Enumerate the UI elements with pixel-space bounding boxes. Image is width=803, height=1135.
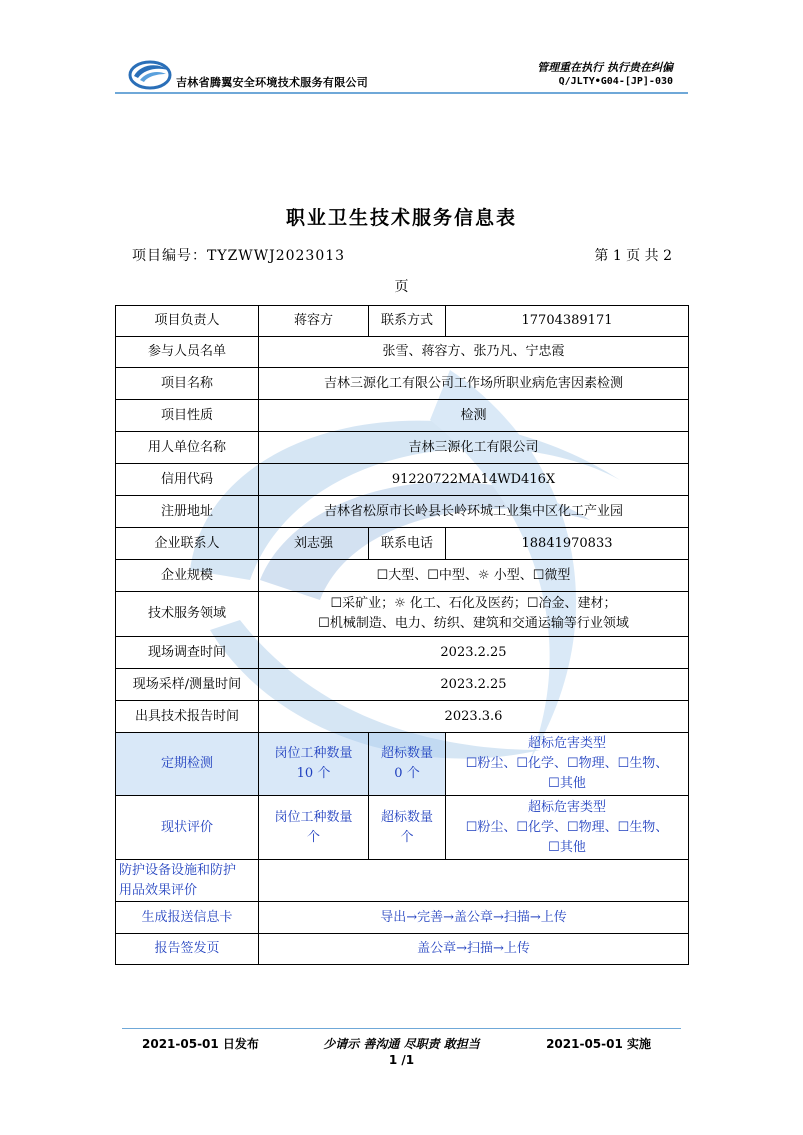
address-label: 注册地址 — [116, 496, 259, 528]
table-row — [116, 560, 689, 592]
protection-eval-label-line2: 用品效果评价 — [119, 882, 198, 898]
employer-label: 用人单位名称 — [116, 432, 259, 464]
protection-eval-label — [116, 860, 259, 902]
field-options-line2: ☐机械制造、电力、纺织、建筑和交通运输等行业领域 — [318, 616, 629, 631]
page-info-continuation: 页 — [394, 279, 409, 295]
company-name: 吉林省腾翼安全环境技术服务有限公司 — [176, 76, 369, 89]
periodic-hazard-line1: ☐粉尘、☐化学、☐物理、☐生物、 — [465, 756, 669, 771]
table-row — [116, 400, 689, 432]
project-number: 项目编号：TYZWWJ2023013 — [132, 248, 346, 264]
periodic-posts-cell — [259, 733, 369, 796]
status-hazard-line1: ☐粉尘、☐化学、☐物理、☐生物、 — [465, 819, 669, 835]
status-exceed-label: 超标数量 — [380, 809, 433, 825]
periodic-exceed-cell — [369, 733, 446, 796]
survey-time-value: 2023.2.25 — [259, 637, 689, 669]
table-row — [116, 934, 689, 965]
periodic-exceed-label: 超标数量 — [380, 746, 433, 761]
protection-eval-value — [259, 860, 689, 902]
company-logo-icon — [128, 58, 172, 90]
credit-code-value: 91220722MA14WD416X — [259, 464, 689, 496]
report-card-label: 生成报送信息卡 — [116, 902, 259, 934]
header-divider — [115, 92, 688, 94]
periodic-hazard-type-label: 超标危害类型 — [527, 736, 606, 751]
participants-value: 张雪、蒋容方、张乃凡、宁忠霞 — [259, 337, 689, 368]
table-row — [116, 701, 689, 733]
project-name-label: 项目名称 — [116, 368, 259, 400]
project-type-label: 项目性质 — [116, 400, 259, 432]
periodic-exceed-value: 0 个 — [394, 766, 420, 781]
table-row — [116, 860, 689, 902]
participants-label: 参与人员名单 — [116, 337, 259, 368]
field-options — [259, 592, 689, 637]
address-value: 吉林省松原市长岭县长岭环城工业集中区化工产业园 — [259, 496, 689, 528]
table-row — [116, 669, 689, 701]
status-evaluation-label: 现状评价 — [116, 796, 259, 860]
table-row — [116, 528, 689, 560]
footer-page-number: 1 /1 — [388, 1053, 415, 1067]
contact-phone-label: 联系电话 — [369, 528, 446, 560]
field-options-line1: ☐采矿业；☼ 化工、石化及医药；☐冶金、建材； — [330, 596, 617, 611]
periodic-hazard-line2: ☐其他 — [548, 776, 586, 791]
footer-divider — [122, 1028, 681, 1029]
page-title: 职业卫生技术服务信息表 — [285, 207, 517, 229]
document-code: Q/JLTY•G04-[JP]-030 — [558, 76, 673, 87]
sampling-time-value: 2023.2.25 — [259, 669, 689, 701]
enterprise-contact-label: 企业联系人 — [116, 528, 259, 560]
status-exceed-value: 个 — [400, 829, 414, 845]
leader-label: 项目负责人 — [116, 306, 259, 337]
table-row — [116, 592, 689, 637]
table-row — [116, 337, 689, 368]
periodic-hazard-cell — [446, 733, 689, 796]
page-info: 第 1 页 共 2 — [594, 248, 672, 264]
management-slogan: 管理重在执行 执行贵在纠偏 — [537, 61, 673, 74]
project-type-value: 检测 — [259, 400, 689, 432]
survey-time-label: 现场调查时间 — [116, 637, 259, 669]
periodic-posts-value: 10 个 — [296, 766, 331, 781]
scale-options: ☐大型、☐中型、☼ 小型、☐微型 — [259, 560, 689, 592]
issue-date: 2021-05-01 日发布 — [142, 1037, 259, 1051]
status-hazard-line2: ☐其他 — [548, 839, 586, 855]
sign-page-label: 报告签发页 — [116, 934, 259, 965]
employer-value: 吉林三源化工有限公司 — [259, 432, 689, 464]
footer-slogan: 少请示 善沟通 尽职责 敢担当 — [323, 1037, 480, 1051]
status-hazard-cell — [446, 796, 689, 860]
leader-value: 蒋容方 — [259, 306, 369, 337]
periodic-detection-label: 定期检测 — [116, 733, 259, 796]
status-hazard-type-label: 超标危害类型 — [527, 799, 606, 815]
credit-code-label: 信用代码 — [116, 464, 259, 496]
table-row — [116, 733, 689, 796]
periodic-posts-label: 岗位工种数量 — [274, 746, 353, 761]
table-row — [116, 464, 689, 496]
scale-label: 企业规模 — [116, 560, 259, 592]
report-time-value: 2023.3.6 — [259, 701, 689, 733]
status-exceed-cell — [369, 796, 446, 860]
protection-eval-label-line1: 防护设备设施和防护 — [119, 862, 237, 878]
status-posts-value: 个 — [306, 829, 320, 845]
report-card-steps: 导出→完善→盖公章→扫描→上传 — [259, 902, 689, 934]
project-name-value: 吉林三源化工有限公司工作场所职业病危害因素检测 — [259, 368, 689, 400]
sign-page-steps: 盖公章→扫描→上传 — [259, 934, 689, 965]
service-info-table — [115, 305, 689, 965]
leader-phone: 17704389171 — [446, 306, 689, 337]
status-posts-label: 岗位工种数量 — [274, 809, 353, 825]
table-row — [116, 368, 689, 400]
effective-date: 2021-05-01 实施 — [546, 1037, 651, 1051]
table-row — [116, 496, 689, 528]
enterprise-contact-value: 刘志强 — [259, 528, 369, 560]
table-row — [116, 637, 689, 669]
table-row — [116, 306, 689, 337]
contact-label: 联系方式 — [369, 306, 446, 337]
table-row — [116, 902, 689, 934]
sampling-time-label: 现场采样/测量时间 — [116, 669, 259, 701]
status-posts-cell — [259, 796, 369, 860]
field-label: 技术服务领域 — [116, 592, 259, 637]
table-row — [116, 432, 689, 464]
enterprise-phone: 18841970833 — [446, 528, 689, 560]
report-time-label: 出具技术报告时间 — [116, 701, 259, 733]
table-row — [116, 796, 689, 860]
